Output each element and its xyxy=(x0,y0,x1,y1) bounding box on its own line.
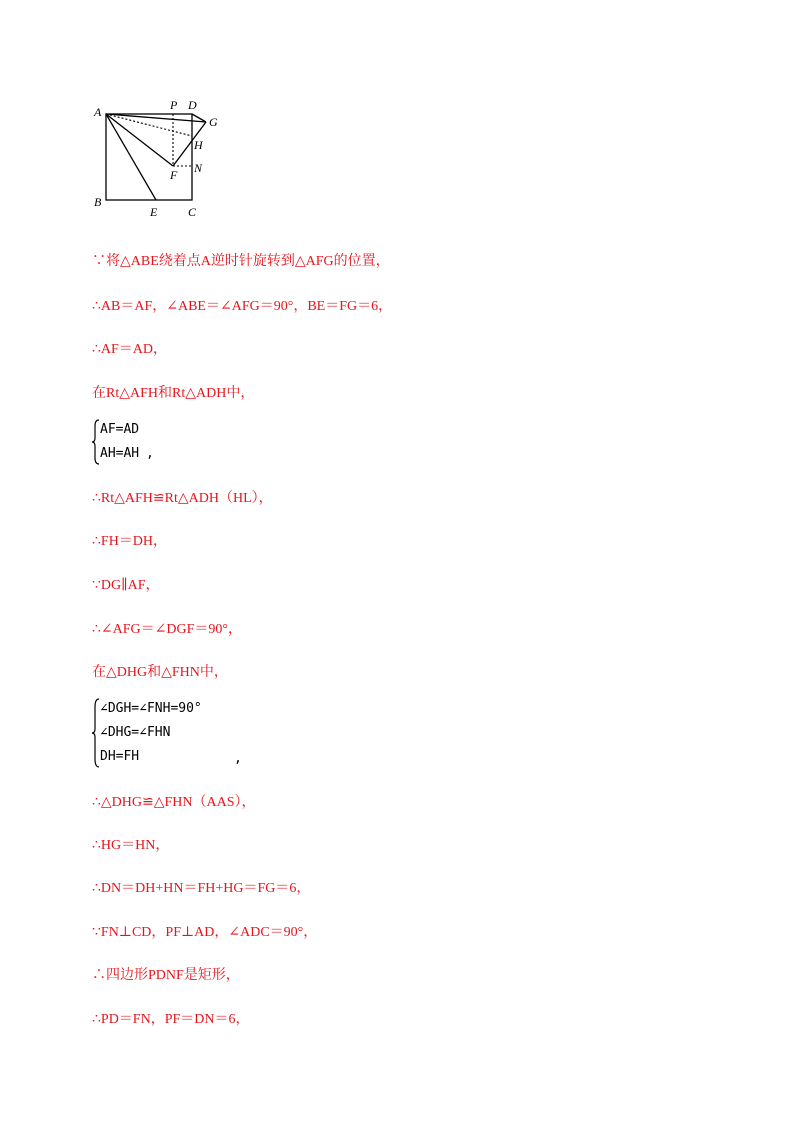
proof-line: ∴HG＝HN， xyxy=(92,838,170,853)
label-g: G xyxy=(209,115,218,129)
proof-line: ∴∠AFG＝∠DGF＝90°， xyxy=(92,622,242,637)
label-p: P xyxy=(170,98,178,112)
proof-line: ∴Rt△AFH≌Rt△ADH（HL）， xyxy=(92,491,273,506)
system-row: ∠DGH=∠FNH=90° xyxy=(100,701,202,716)
proof-line: 在△DHG和△FHN中， xyxy=(92,665,228,680)
system-comma: , xyxy=(234,751,242,766)
system-comma: , xyxy=(146,446,154,461)
system-row: AH=AH xyxy=(100,446,140,461)
segment-ag xyxy=(106,114,206,122)
proof-line: ∴△DHG≌△FHN（AAS）， xyxy=(92,795,256,810)
proof-line: ∵将△ABE绕着点A逆时针旋转到△AFG的位置， xyxy=(92,254,390,269)
left-brace-icon xyxy=(92,697,100,769)
label-b: B xyxy=(94,195,102,209)
label-n: N xyxy=(194,161,203,175)
system-row: DH=FH xyxy=(100,749,140,764)
label-d: D xyxy=(188,98,197,112)
proof-line: ∴四边形PDNF是矩形， xyxy=(92,968,240,983)
geometry-figure xyxy=(92,96,232,222)
proof-line: ∴AF＝AD， xyxy=(92,342,168,357)
label-a: A xyxy=(94,105,102,119)
segment-af xyxy=(106,114,173,166)
segment-ae xyxy=(106,114,156,200)
proof-line: ∴AB＝AF，∠ABE＝∠AFG＝90°，BE＝FG＝6， xyxy=(92,299,393,314)
label-e: E xyxy=(150,205,158,219)
proof-line: ∵FN⊥CD，PF⊥AD，∠ADC＝90°， xyxy=(92,925,318,940)
label-c: C xyxy=(188,205,197,219)
proof-line: ∴DN＝DH+HN＝FH+HG＝FG＝6， xyxy=(92,881,311,896)
left-brace-icon xyxy=(92,418,100,466)
proof-line: ∴PD＝FN，PF＝DN＝6， xyxy=(92,1012,250,1027)
equation-system-1 xyxy=(92,418,212,466)
label-f: F xyxy=(170,168,178,182)
square-diagram xyxy=(92,96,232,222)
proof-line: ∵DG∥AF， xyxy=(92,578,160,593)
system-row: ∠DHG=∠FHN xyxy=(100,725,171,740)
equation-system-2 xyxy=(92,697,252,769)
system-row: AF=AD xyxy=(100,422,140,437)
label-h: H xyxy=(194,138,203,152)
proof-line: 在Rt△AFH和Rt△ADH中， xyxy=(92,386,255,401)
proof-line: ∴FH＝DH， xyxy=(92,534,168,549)
